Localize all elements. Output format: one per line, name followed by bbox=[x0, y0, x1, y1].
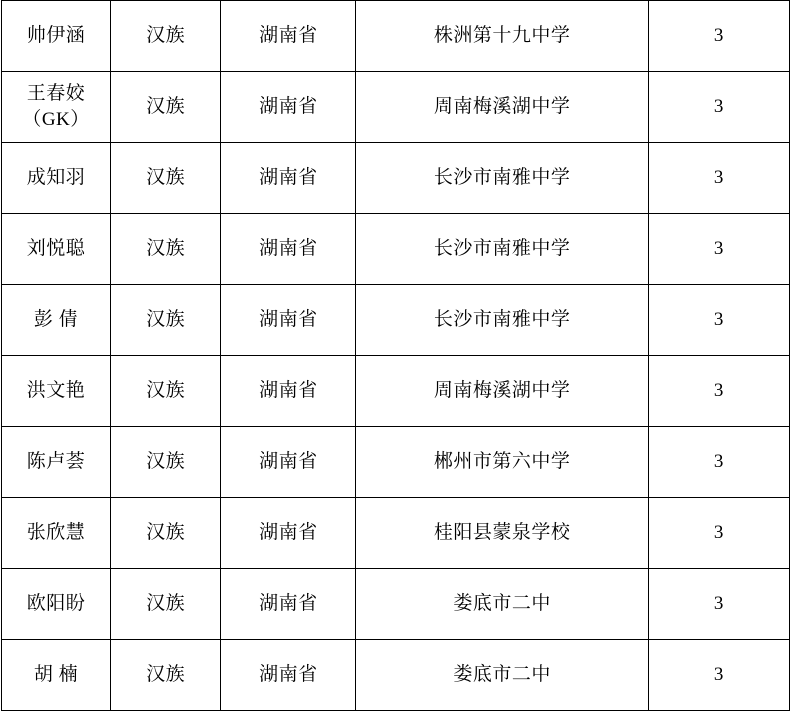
table-row bbox=[2, 214, 790, 285]
cell-ethnicity: 汉族 bbox=[111, 356, 221, 427]
cell-ethnicity: 汉族 bbox=[111, 72, 221, 143]
cell-school: 周南梅溪湖中学 bbox=[356, 356, 648, 427]
cell-score: 3 bbox=[648, 1, 789, 72]
cell-ethnicity: 汉族 bbox=[111, 569, 221, 640]
cell-ethnicity: 汉族 bbox=[111, 143, 221, 214]
cell-ethnicity: 汉族 bbox=[111, 214, 221, 285]
cell-school: 娄底市二中 bbox=[356, 569, 648, 640]
cell-province: 湖南省 bbox=[221, 285, 356, 356]
cell-province: 湖南省 bbox=[221, 143, 356, 214]
cell-province: 湖南省 bbox=[221, 569, 356, 640]
cell-score: 3 bbox=[648, 498, 789, 569]
table-row bbox=[2, 72, 790, 143]
cell-name: 成知羽 bbox=[2, 143, 111, 214]
cell-province: 湖南省 bbox=[221, 1, 356, 72]
cell-score: 3 bbox=[648, 427, 789, 498]
cell-score: 3 bbox=[648, 569, 789, 640]
cell-province: 湖南省 bbox=[221, 640, 356, 711]
cell-name-line2: （GK） bbox=[22, 109, 90, 130]
cell-school: 长沙市南雅中学 bbox=[356, 214, 648, 285]
table-row bbox=[2, 498, 790, 569]
cell-name-line1: 王春姣 bbox=[26, 83, 86, 105]
cell-score: 3 bbox=[648, 356, 789, 427]
cell-school: 娄底市二中 bbox=[356, 640, 648, 711]
cell-name: 欧阳盼 bbox=[2, 569, 111, 640]
cell-school: 株洲第十九中学 bbox=[356, 1, 648, 72]
cell-province: 湖南省 bbox=[221, 498, 356, 569]
cell-province: 湖南省 bbox=[221, 214, 356, 285]
table-row bbox=[2, 143, 790, 214]
table-row bbox=[2, 285, 790, 356]
cell-name bbox=[2, 72, 111, 143]
table-row bbox=[2, 427, 790, 498]
cell-school: 长沙市南雅中学 bbox=[356, 143, 648, 214]
cell-school: 长沙市南雅中学 bbox=[356, 285, 648, 356]
cell-ethnicity: 汉族 bbox=[111, 427, 221, 498]
cell-ethnicity: 汉族 bbox=[111, 1, 221, 72]
cell-score: 3 bbox=[648, 214, 789, 285]
cell-name: 胡 楠 bbox=[2, 640, 111, 711]
cell-ethnicity: 汉族 bbox=[111, 498, 221, 569]
cell-ethnicity: 汉族 bbox=[111, 285, 221, 356]
table-row bbox=[2, 1, 790, 72]
cell-province: 湖南省 bbox=[221, 72, 356, 143]
cell-school: 桂阳县蒙泉学校 bbox=[356, 498, 648, 569]
cell-name: 张欣慧 bbox=[2, 498, 111, 569]
table-row bbox=[2, 356, 790, 427]
roster-table bbox=[1, 0, 790, 711]
cell-score: 3 bbox=[648, 72, 789, 143]
cell-score: 3 bbox=[648, 285, 789, 356]
cell-name: 陈卢荟 bbox=[2, 427, 111, 498]
cell-name: 刘悦聪 bbox=[2, 214, 111, 285]
roster-table-body bbox=[2, 1, 790, 711]
cell-score: 3 bbox=[648, 640, 789, 711]
cell-score: 3 bbox=[648, 143, 789, 214]
cell-name: 彭 倩 bbox=[2, 285, 111, 356]
cell-school: 周南梅溪湖中学 bbox=[356, 72, 648, 143]
cell-name: 洪文艳 bbox=[2, 356, 111, 427]
cell-school: 郴州市第六中学 bbox=[356, 427, 648, 498]
cell-province: 湖南省 bbox=[221, 427, 356, 498]
cell-ethnicity: 汉族 bbox=[111, 640, 221, 711]
cell-name: 帅伊涵 bbox=[2, 1, 111, 72]
table-row bbox=[2, 640, 790, 711]
table-row bbox=[2, 569, 790, 640]
cell-province: 湖南省 bbox=[221, 356, 356, 427]
